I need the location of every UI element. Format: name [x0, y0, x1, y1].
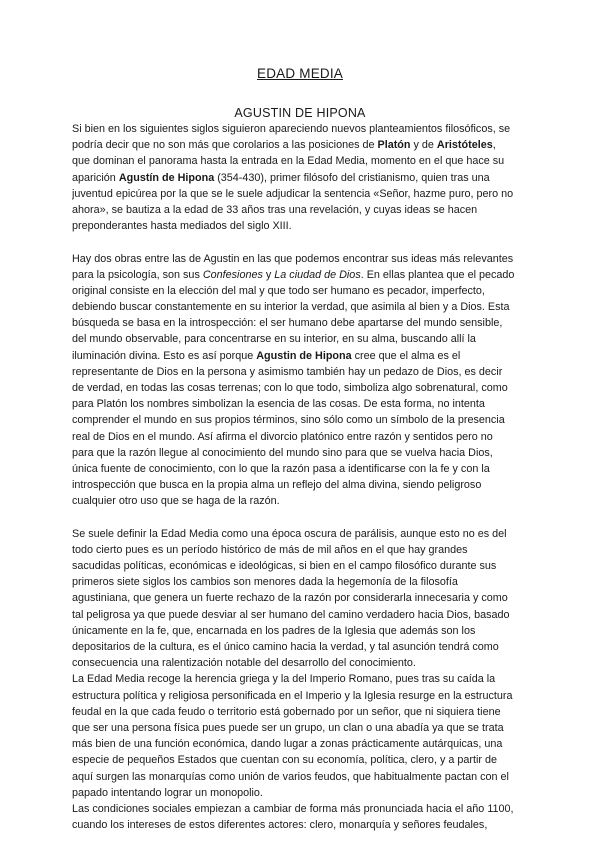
- text-line: especie de pequeños Estados que cuentan con su economía, política, clero, y a partir de: [72, 754, 497, 767]
- text-line: papado intentando lograr un monopolio.: [72, 786, 263, 799]
- paragraph-3: [72, 526, 532, 672]
- text-line: para la psicología, son sus Confesiones y La ciudad de Dios. En ellas plantea que el pecado: [72, 268, 515, 281]
- text-line: consecuencia una ralentización notable del desarrollo del conocimiento.: [72, 657, 416, 670]
- text-line: depositarios de la cultura, es el único camino hacia la verdad, y tal asunción tendrá como: [72, 641, 499, 653]
- text-line: de verdad, en todas las cosas terrenas; con lo que todo, simboliza algo sobrenatural, como: [72, 382, 508, 394]
- text-line: preponderantes hasta mediados del siglo XIII.: [72, 220, 292, 233]
- text-line: estructura política y religiosa personificada en el Imperio y la Iglesia resurge en la estructura: [72, 689, 513, 702]
- text-line: todo cierto pues es un período histórico de más de mil años en el que hay grandes: [72, 543, 468, 556]
- name-platon: Platón: [377, 139, 411, 152]
- text-line: búsqueda se basa en la introspección: el ser humano debe apartarse del mundo sensible,: [72, 317, 503, 330]
- text-line: introspección que busca en la propia alma un reflejo del alma divina, siendo peligroso: [72, 479, 482, 492]
- title-ciudad-de-dios: La ciudad de Dios: [274, 268, 361, 281]
- paragraph-4: [72, 671, 532, 801]
- text-line: cuando los intereses de estos diferentes actores: clero, monarquía y señores feudales,: [72, 819, 488, 832]
- text-line: Si bien en los siguientes siglos siguieron apareciendo nuevos planteamientos filosóficos, se: [72, 123, 511, 135]
- name-agustin: Agustin de Hipona: [256, 349, 352, 362]
- text-line: ahora», se bautiza a la edad de 33 años tras una revelación, y cuyas ideas se hacen: [72, 203, 478, 216]
- text-line: aquí surgen las monarquías como unión de varios feudos, que habitualmente pactan con el: [72, 770, 509, 783]
- text-line: podría decir que no son más que corolarios a las posiciones de Platón y de Aristóteles,: [72, 139, 496, 152]
- text-line: comprender el mundo en sus propios términos, sino sólo como un símbolo de la presencia: [72, 414, 505, 427]
- text-line: juventud epicúrea por la que se le suele adjudicar la sentencia «Señor, hazme puro, pero no: [72, 187, 514, 200]
- text-line: únicamente en la fe, que, encarnada en los padres de la Iglesia que además son los: [72, 624, 476, 637]
- text-line: primeros siete siglos los cambios son menores dada la hegemonía de la filosofía: [72, 576, 458, 589]
- paragraph-1: [72, 121, 532, 234]
- text-line: real de Dios en el mundo. Así afirma el divorcio platónico entre razón y sentidos pero no: [72, 430, 493, 443]
- text-line: tal peligrosa ya que puede desviar al ser humano del camino verdadero hacia Dios, basado: [72, 608, 510, 621]
- paragraph-5: [72, 801, 532, 833]
- document-body: [72, 121, 532, 833]
- text-line: feudal en la que cada feudo o territorio está gobernado por un señor, que ni siquiera tiene: [72, 705, 501, 718]
- text-line: aparición Agustín de Hipona (354-430), primer filósofo del cristianismo, quien tras una: [72, 171, 490, 184]
- text-line: Las condiciones sociales empiezan a cambiar de forma más pronunciada hacia el año 1100,: [72, 802, 514, 815]
- paragraph-gap: [72, 234, 532, 250]
- text-line: que ser una persona física pues puede ser un grupo, un clan o una abadía ya que se trata: [72, 721, 504, 734]
- text-line: para que la razón llegue al conocimiento del mundo sino para que se vuelva hacia Dios,: [72, 446, 493, 459]
- name-agustin: Agustín de Hipona: [118, 171, 215, 184]
- text-line: debiendo buscar constantemente en su interior la verdad, que asimila al bien y a Dios. Esta: [72, 301, 510, 314]
- text-line: La Edad Media recoge la herencia griega y la del Imperio Romano, pues tras su caída la: [72, 673, 496, 686]
- text-line: cualquier otro uso que se haga de la razón.: [72, 495, 280, 508]
- title-confesiones: Confesiones: [202, 268, 263, 281]
- name-aristoteles: Aristóteles: [436, 139, 493, 152]
- paragraph-2: [72, 251, 532, 510]
- text-line: iluminación divina. Esto es así porque Agustin de Hipona cree que el alma es el: [72, 349, 461, 362]
- text-line: que dominan el panorama hasta la entrada en la Edad Media, momento en el que hace su: [72, 155, 505, 168]
- text-line: para Platón los nombres simbolizan la esencia de las cosas. De esta forma, no intenta: [72, 398, 485, 411]
- text-line: única fuente de conocimiento, con lo que la razón pasa a identificarse con la fe y con la: [72, 462, 490, 475]
- text-line: más bien de una función económica, dando lugar a zonas prácticamente autárquicas, una: [72, 738, 503, 751]
- paragraph-gap: [72, 510, 532, 526]
- text-line: del mundo observable, para concentrarse en su interior, en su alma, buscando allí la: [72, 333, 476, 346]
- text-line: representante de Dios en la persona y asimismo también hay un pedazo de Dios, es decir: [72, 365, 503, 378]
- text-line: Se suele definir la Edad Media como una época oscura de parálisis, aunque esto no es del: [72, 527, 507, 540]
- page-title: EDAD MEDIA: [256, 66, 343, 81]
- text-line: Hay dos obras entre las de Agustin en las que podemos encontrar sus ideas más relevantes: [72, 252, 514, 265]
- text-line: sacudidas políticas, económicas e ideológicas, si bien en el campo filosófico durante sus: [72, 560, 497, 573]
- text-line: original consiste en la elección del mal y que todo ser humano es pecador, imperfecto,: [72, 284, 485, 297]
- section-title: AGUSTIN DE HIPONA: [234, 106, 366, 120]
- text-line: agustiniana, que genera un fuerte rechazo de la razón por considerarla innecesaria y como: [72, 592, 508, 605]
